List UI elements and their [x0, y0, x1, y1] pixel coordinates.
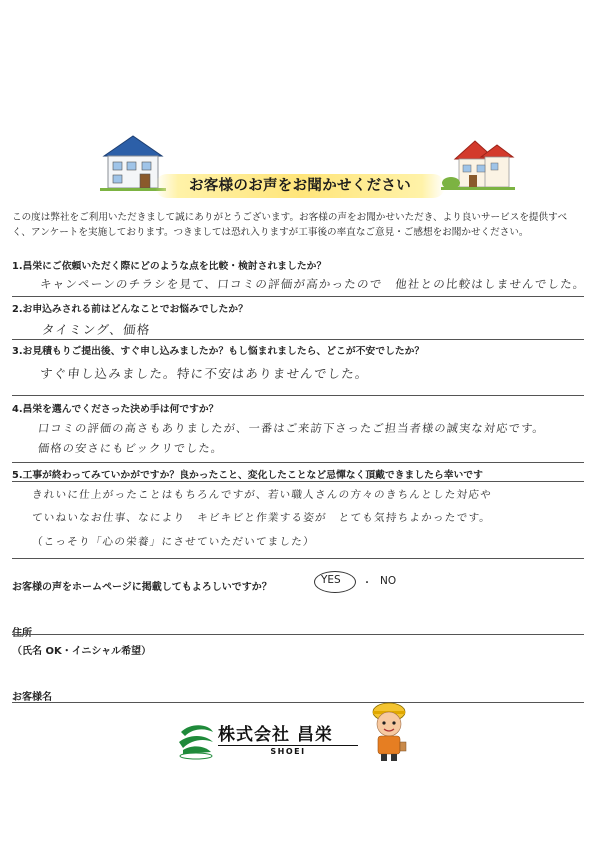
customer-name-label: お客様名 — [12, 692, 52, 703]
company-romaji: SHOEI — [218, 745, 358, 756]
answer-1-line-1: キャンペーンのチラシを見て、口コミの評価が高かったので 他社との比較はしませんでした。 — [39, 277, 587, 291]
answer-rule — [12, 395, 584, 396]
publish-separator: ・ — [362, 578, 372, 589]
company-logo-icon — [175, 720, 217, 760]
answer-5-line-2: ていねいなお仕事、なにより キビキビと作業する姿が とても気持ちよかったです。 — [31, 512, 492, 524]
answer-5-line-3: （こっそり「心の栄養」にさせていただいてました） — [31, 536, 316, 548]
address-label: 住所 — [12, 628, 32, 639]
publish-yes-option[interactable]: YES — [321, 574, 341, 586]
question-2: 2.お申込みされる前はどんなことでお悩みでしたか？ — [12, 304, 248, 315]
question-1: 1.昌栄にご依頼いただく際にどのような点を比較・検討されましたか？ — [12, 261, 327, 272]
answer-rule — [12, 462, 584, 463]
answer-4-line-1: 口コミの評価の高さもありましたが、一番はご来訪下さったご担当者様の誠実な対応です。 — [37, 422, 546, 435]
question-3: 3.お見積もりご提出後、すぐ申し込みましたか？もし悩まれましたら、どこが不安でしたか？ — [12, 346, 425, 357]
company-name: 株式会社 昌栄 — [218, 725, 333, 745]
answer-rule — [12, 296, 584, 297]
answer-2-line-1: タイミング、価格 — [41, 322, 152, 337]
answer-rule — [12, 481, 584, 482]
intro-text: この度は弊社をご利用いただきまして誠にありがとうございます。お客様の声をお聞かせいただき、より良いサービスを提供すべく、アンケートを実施しております。つきましては恐れ入りますが工事後の率直なご意見・ご感想をお聞かせください。 — [12, 212, 568, 238]
address-note: （氏名 OK・イニシャル希望） — [12, 646, 152, 657]
question-5: 5.工事が終わってみていかがですか？良かったこと、変化したことなど忌憚なく頂戴できましたら幸いです — [12, 470, 483, 481]
publish-no-option[interactable]: NO — [380, 575, 397, 587]
publish-question: お客様の声をホームページに掲載してもよろしいですか？ — [12, 582, 272, 593]
question-4: 4.昌栄を選んでくださった決め手は何ですか？ — [12, 404, 219, 415]
answer-rule — [12, 558, 584, 559]
mascot-worker-icon — [368, 700, 410, 762]
answer-3-line-1: すぐ申し込みました。特に不安はありませんでした。 — [39, 366, 370, 381]
answer-rule — [12, 339, 584, 340]
address-field-line[interactable] — [12, 634, 584, 635]
page-title: お客様のお声をお聞かせください — [155, 174, 445, 198]
house-red-icon — [441, 137, 515, 191]
answer-5-line-1: きれいに仕上がったことはもちろんですが、若い職人さんの方々のきちんとした対応や — [31, 489, 493, 501]
answer-4-line-2: 価格の安さにもビックリでした。 — [37, 442, 225, 455]
customer-name-field-line[interactable] — [12, 702, 584, 703]
